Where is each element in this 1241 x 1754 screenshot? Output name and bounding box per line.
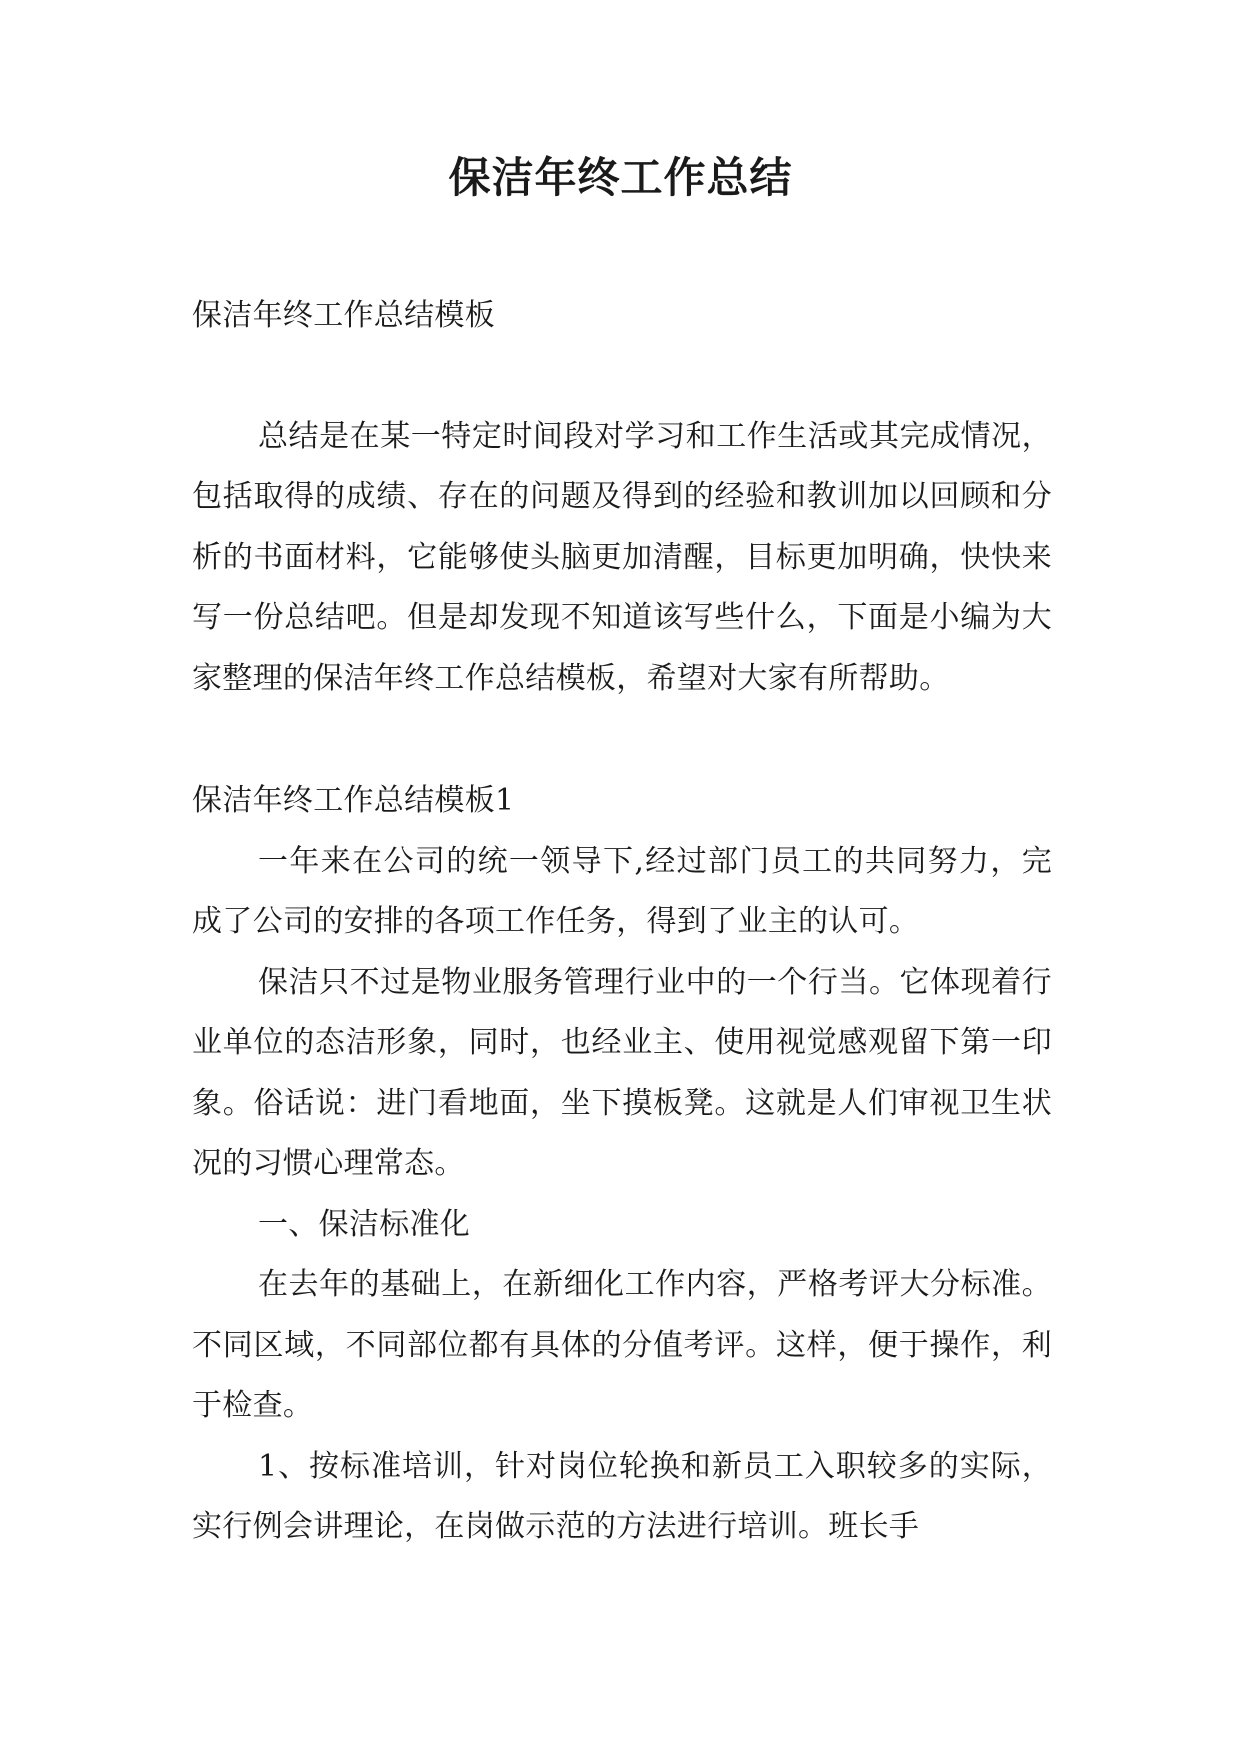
list-item-1: 1、按标准培训，针对岗位轮换和新员工入职较多的实际，实行例会讲理论，在岗做示范的方法进行培训。班长手 <box>192 1448 1052 1544</box>
body-paragraph-2: 保洁只不过是物业服务管理行业中的一个行当。它体现着行业单位的态洁形象，同时，也经业主、使用视觉感观留下第一印象。俗话说：进门看地面，坐下摸板凳。这就是人们审视卫生状况的习惯心理常态。 <box>192 964 1052 1181</box>
body-paragraph-3: 在去年的基础上，在新细化工作内容，严格考评大分标准。不同区域，不同部位都有具体的分值考评。这样，便于操作，利于检查。 <box>192 1267 1052 1423</box>
body-paragraph-1: 一年来在公司的统一领导下,经过部门员工的共同努力，完成了公司的安排的各项工作任务，得到了业主的认可。 <box>192 843 1052 939</box>
template-heading: 保洁年终工作总结模板 <box>192 298 495 333</box>
template-1-heading: 保洁年终工作总结模板1 <box>192 783 515 818</box>
document-body <box>192 286 1052 1558</box>
intro-paragraph: 总结是在某一特定时间段对学习和工作生活或其完成情况，包括取得的成绩、存在的问题及得到的经验和教训加以回顾和分析的书面材料，它能够使头脑更加清醒，目标更加明确，快快来写一份总结吧。但是却发现不知道该写些什么，下面是小编为大家整理的保洁年终工作总结模板，希望对大家有所帮助。 <box>192 418 1052 696</box>
document-title: 保洁年终工作总结 <box>448 153 793 202</box>
section-heading-standardization: 一、保洁标准化 <box>258 1206 471 1242</box>
